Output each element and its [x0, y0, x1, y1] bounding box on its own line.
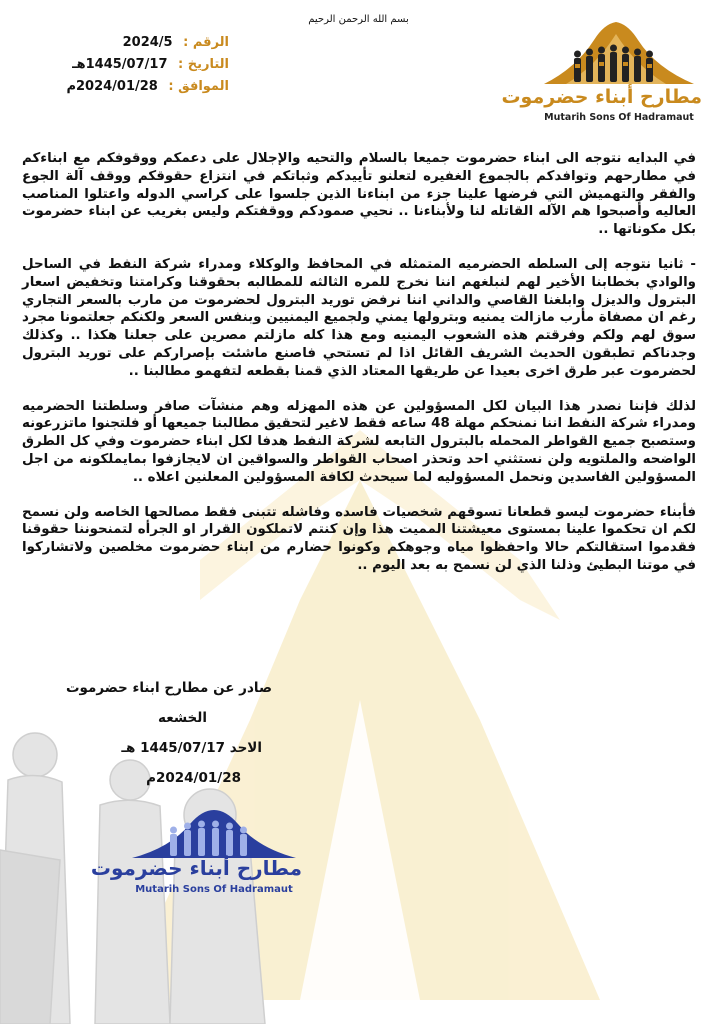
paragraph-closing: فأبناء حضرموت ليسو قطعانا تسوقهم شخصيات فاسده وفاشله تتبنى فقط مصالحها الخاصه ولن نسمح لكم ان تحكموا علينا بمستوى معيشتنا المميت هذا وإن كنتم لاتملكون القرار او الجرأه لتمنحوننا حقوقنا فقدموا استقالتكم حالا واحفظوا مياه وجوهكم وكونوا حضارم من ابناء حضرموت مخلصين ولاتشاركوا في موتنا البطيئ وذلنا الذي لن نسمح به بعد اليوم ..: [22, 504, 696, 573]
meta-number-label: الرقم :: [183, 35, 229, 50]
header-logo: [501, 18, 702, 138]
footer-logo-english: Mutarih Sons Of Hadramaut: [135, 884, 293, 895]
meta-date-hijri: [72, 54, 229, 76]
signature-place: الخشعه: [158, 710, 207, 726]
meta-date-gregorian-label: الموافق :: [168, 79, 229, 94]
tent-logo-blue-icon: [126, 808, 302, 860]
meta-date-gregorian: [66, 76, 229, 98]
tent-logo-icon: [536, 18, 702, 88]
footer-logo-arabic: مطارح أبناء حضرموت: [90, 856, 302, 880]
bismillah: بسم الله الرحمن الرحيم: [308, 14, 409, 25]
meta-date-hijri-value: 1445/07/17هـ: [72, 57, 168, 72]
paragraph-second: - ثانيا نتوجه إلى السلطه الحضرميه المتمثله في المحافظ والوكلاء ومدراء شركة النفط في الساحل والوادي بخطابنا الأخير لهم لنبلغهم اننا نخرج للمره الثالثه للمطالبه بحقوقنا وكرامتنا وتخفيض اسعار البترول والديزل وابلغنا القاصي والداني اننا نرفض توريد البترول لحضرموت من مارب بالسعر التجاري رغم ان مصفاة مأرب مازالت يمنيه وبترولها يمني ولجميع اليمنيين وبنفس السعر ولكنكم جعلتمونا مجرد سوق لهم ولكم وفرقتم هذه الشعوب اليمنيه ومع هذا كله مازلتم مصرين على جعلنا هكذا .. وكذلك وجدناكم تطبقون الحديث الشريف القائل اذا لم تستحي فاصنع ماشئت بإصراركم على توريد البترول لحضرموت عبر طرق اخرى بعيدا عن طريقها المعتاد الذي قمنا بقطعه لتفهمو مطالبنا ..: [22, 256, 696, 379]
meta-date-hijri-label: التاريخ :: [178, 57, 229, 72]
document-meta: [66, 32, 229, 98]
meta-number: [89, 32, 229, 54]
signature-date-gregorian: 2024/01/28م: [146, 770, 241, 786]
letter-body: [22, 150, 696, 592]
meta-date-gregorian-value: 2024/01/28م: [66, 79, 158, 94]
header-logo-arabic: مطارح أبناء حضرموت: [501, 86, 702, 108]
paragraph-greeting: في البدايه نتوجه الى ابناء حضرموت جميعا بالسلام والتحيه والإجلال على دعمكم ووقوفكم مع ابناءكم في مطارحهم وتوافدكم بالجموع الغفيره لتعلنو تأييدكم وثباتكم في انتزاع حقوقكم ووقف آلة الجوع والفقر والتهميش التي فرضها علينا جزء من ابناءنا الذين جلسوا على كراسي الدوله واعتلوا المناصب العاليه وأصبحوا هم الآله القاتله لنا ولأبناءنا .. نحيي صمودكم ووقفتكم وليس بغريب عن ابناء حضرموت بكل مكوناتها ..: [22, 151, 696, 238]
footer-logo: [90, 808, 302, 908]
signature-issuer: صادر عن مطارح ابناء حضرموت: [65, 680, 272, 696]
paragraph-ultimatum: لذلك فإننا نصدر هذا البيان لكل المسؤولين عن هذه المهزله وهم منشآت صافر وسلطتنا الحضرميه ومدراء شركة النفط اننا نمنحكم مهلة 48 ساعه فقط لاغير لتحقيق مطالبنا جميعها أو فلتجنوا ماتزرعونه وستصبح جميع القواطر المحمله بالبترول التابعه لشركة النفط هدفا لكل ابناء حضرموت وفي كل الطرق الواضحه والملتويه ولن نستثني احد وتحذر اصحاب القواطر والسواقين ان لايجازفوا بمايملكونه من اجل المسؤولين الفاسدين ونحمل المسؤوليه لما سيحدث لكافة المسؤولين المعلنين اعلاه ..: [22, 398, 697, 485]
header-logo-english: Mutarih Sons Of Hadramaut: [544, 112, 694, 123]
meta-number-value: 2024/5: [122, 35, 173, 50]
signature-date-hijri: الاحد 1445/07/17 هـ: [121, 740, 262, 756]
